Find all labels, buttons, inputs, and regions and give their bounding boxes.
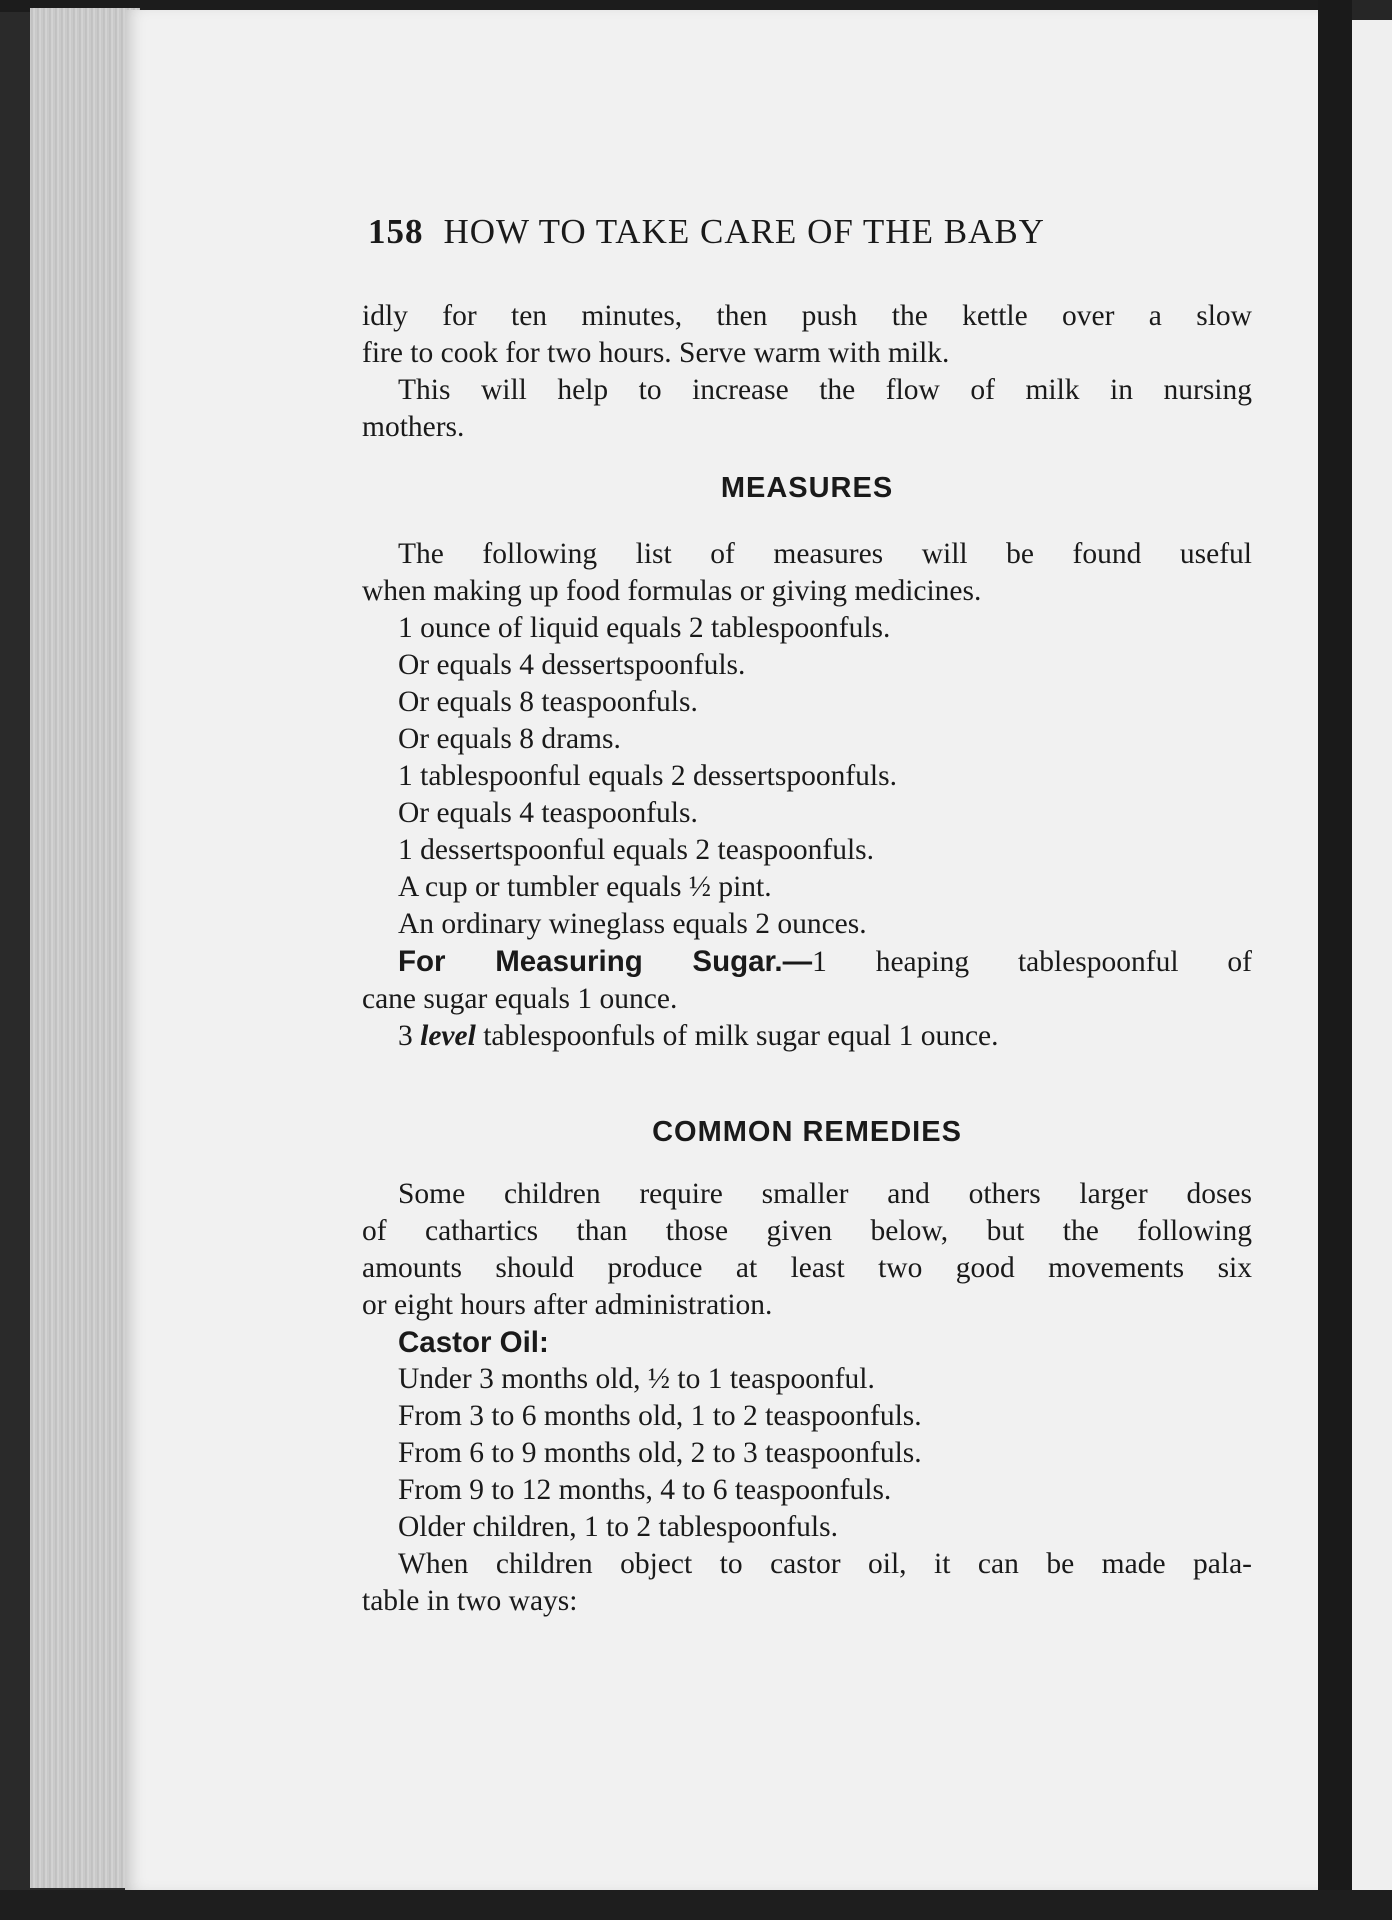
text-line: cane sugar equals 1 ounce. [362,983,678,1015]
emphasis-level: level [420,1020,476,1052]
text-line: mothers. [362,411,465,443]
sugar-line [362,943,1252,981]
list-item: Or equals 4 teaspoonfuls. [398,797,698,829]
dose-item: From 3 to 6 months old, 1 to 2 teaspoonfuls. [398,1400,922,1432]
facing-page-edge [1352,20,1392,1900]
measures-heading: MEASURES [720,472,894,504]
measures-section [362,536,1252,1055]
page-stack-edge [30,8,140,1888]
list-item: An ordinary wineglass equals 2 ounces. [398,908,867,940]
dose-item: From 9 to 12 months, 4 to 6 teaspoonfuls. [398,1474,892,1506]
text-line: or eight hours after administration. [362,1289,773,1321]
running-title: HOW TO TAKE CARE OF THE BABY [443,212,1045,251]
list-item: Or equals 4 dessertspoonfuls. [398,649,746,681]
running-header [368,212,1198,252]
milk-sugar-rest: tablespoonfuls of milk sugar equal 1 ounce. [475,1020,999,1052]
milk-sugar-line [362,1018,1252,1055]
intro-paragraph [362,298,1252,446]
text-line: idly for ten minutes, then push the kettle over a slow [362,300,1252,332]
remedies-section [362,1176,1252,1620]
text-line: The following list of measures will be found useful [398,538,1252,570]
castor-oil-label: Castor Oil: [398,1326,549,1359]
text-line: fire to cook for two hours. Serve warm with milk. [362,337,950,369]
sugar-text: 1 heaping tablespoonful of [812,946,1252,978]
milk-sugar-prefix: 3 [398,1020,421,1052]
list-item: A cup or tumbler equals ½ pint. [398,871,772,903]
page-number: 158 [368,212,424,251]
text-line: Some children require smaller and others larger doses [398,1178,1252,1210]
text-line: amounts should produce at least two good movements six [362,1252,1252,1284]
dose-item: Under 3 months old, ½ to 1 teaspoonful. [398,1363,875,1395]
list-item: 1 ounce of liquid equals 2 tablespoonfuls. [398,612,891,644]
remedies-heading: COMMON REMEDIES [652,1116,962,1148]
list-item: Or equals 8 drams. [398,723,621,755]
dose-item: Older children, 1 to 2 tablespoonfuls. [398,1511,838,1543]
text-line: table in two ways: [362,1585,578,1617]
dose-item: From 6 to 9 months old, 2 to 3 teaspoonfuls. [398,1437,922,1469]
sugar-label: For Measuring Sugar.— [398,945,813,978]
page-gutter [1318,0,1352,1920]
list-item: 1 dessertspoonful equals 2 teaspoonfuls. [398,834,875,866]
text-line: when making up food formulas or giving medicines. [362,575,982,607]
text-line: When children object to castor oil, it can be made pala- [398,1548,1252,1580]
text-line: of cathartics than those given below, but the following [362,1215,1252,1247]
text-line: This will help to increase the flow of milk in nursing [398,374,1252,406]
scan-bottom-border [0,1890,1392,1920]
list-item: 1 tablespoonful equals 2 dessertspoonfuls. [398,760,897,792]
list-item: Or equals 8 teaspoonfuls. [398,686,698,718]
